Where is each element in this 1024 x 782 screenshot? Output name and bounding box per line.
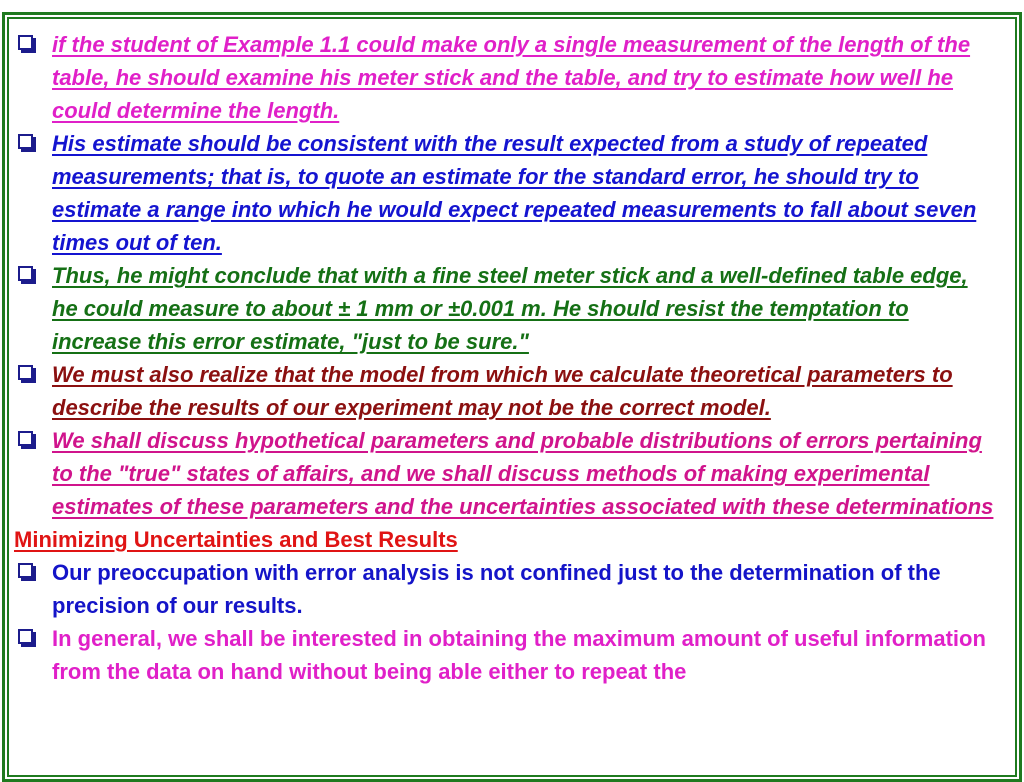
bullet-item [14,424,994,523]
checkbox-bullet-icon [18,266,33,281]
bullet-text: if the student of Example 1.1 could make only a single measurement of the length of the table, he should examine his meter stick and the table, and try to estimate how well he could determine the length. [52,32,971,123]
checkbox-bullet-icon [18,563,33,578]
bullet-item [14,28,994,127]
section-heading: Minimizing Uncertainties and Best Results [14,527,458,552]
bullet-text: In general, we shall be interested in obtaining the maximum amount of useful information from the data on hand without being able either to repeat the [52,626,986,684]
bullet-item [14,259,994,358]
bullet-text: We must also realize that the model from which we calculate theoretical parameters to describe the results of our experiment may not be the correct model. [52,362,953,420]
checkbox-bullet-icon [18,431,33,446]
bullet-item [14,127,994,259]
checkbox-bullet-icon [18,134,33,149]
bullet-item [14,358,994,424]
checkbox-bullet-icon [18,35,33,50]
checkbox-bullet-icon [18,629,33,644]
bullet-text: Thus, he might conclude that with a fine steel meter stick and a well-defined table edge, he could measure to about ± 1 mm or ±0.001 m. He should resist the temptation to increase this error estimate, "just to be sure." [52,263,968,354]
bullet-text: His estimate should be consistent with the result expected from a study of repeated measurements; that is, to quote an estimate for the standard error, he should try to estimate a range into which he would expect repeated measurements to fall about seven times out of ten. [52,131,977,255]
bullet-text: We shall discuss hypothetical parameters and probable distributions of errors pertaining to the "true" states of affairs, and we shall discuss methods of making experimental estimates of these parameters and the uncertainties associated with these determinations [52,428,994,519]
bullet-item [14,622,994,688]
checkbox-bullet-icon [18,365,33,380]
bullet-item [14,556,994,622]
slide-content [14,28,994,688]
bullet-text: Our preoccupation with error analysis is not confined just to the determination of the precision of our results. [52,560,941,618]
